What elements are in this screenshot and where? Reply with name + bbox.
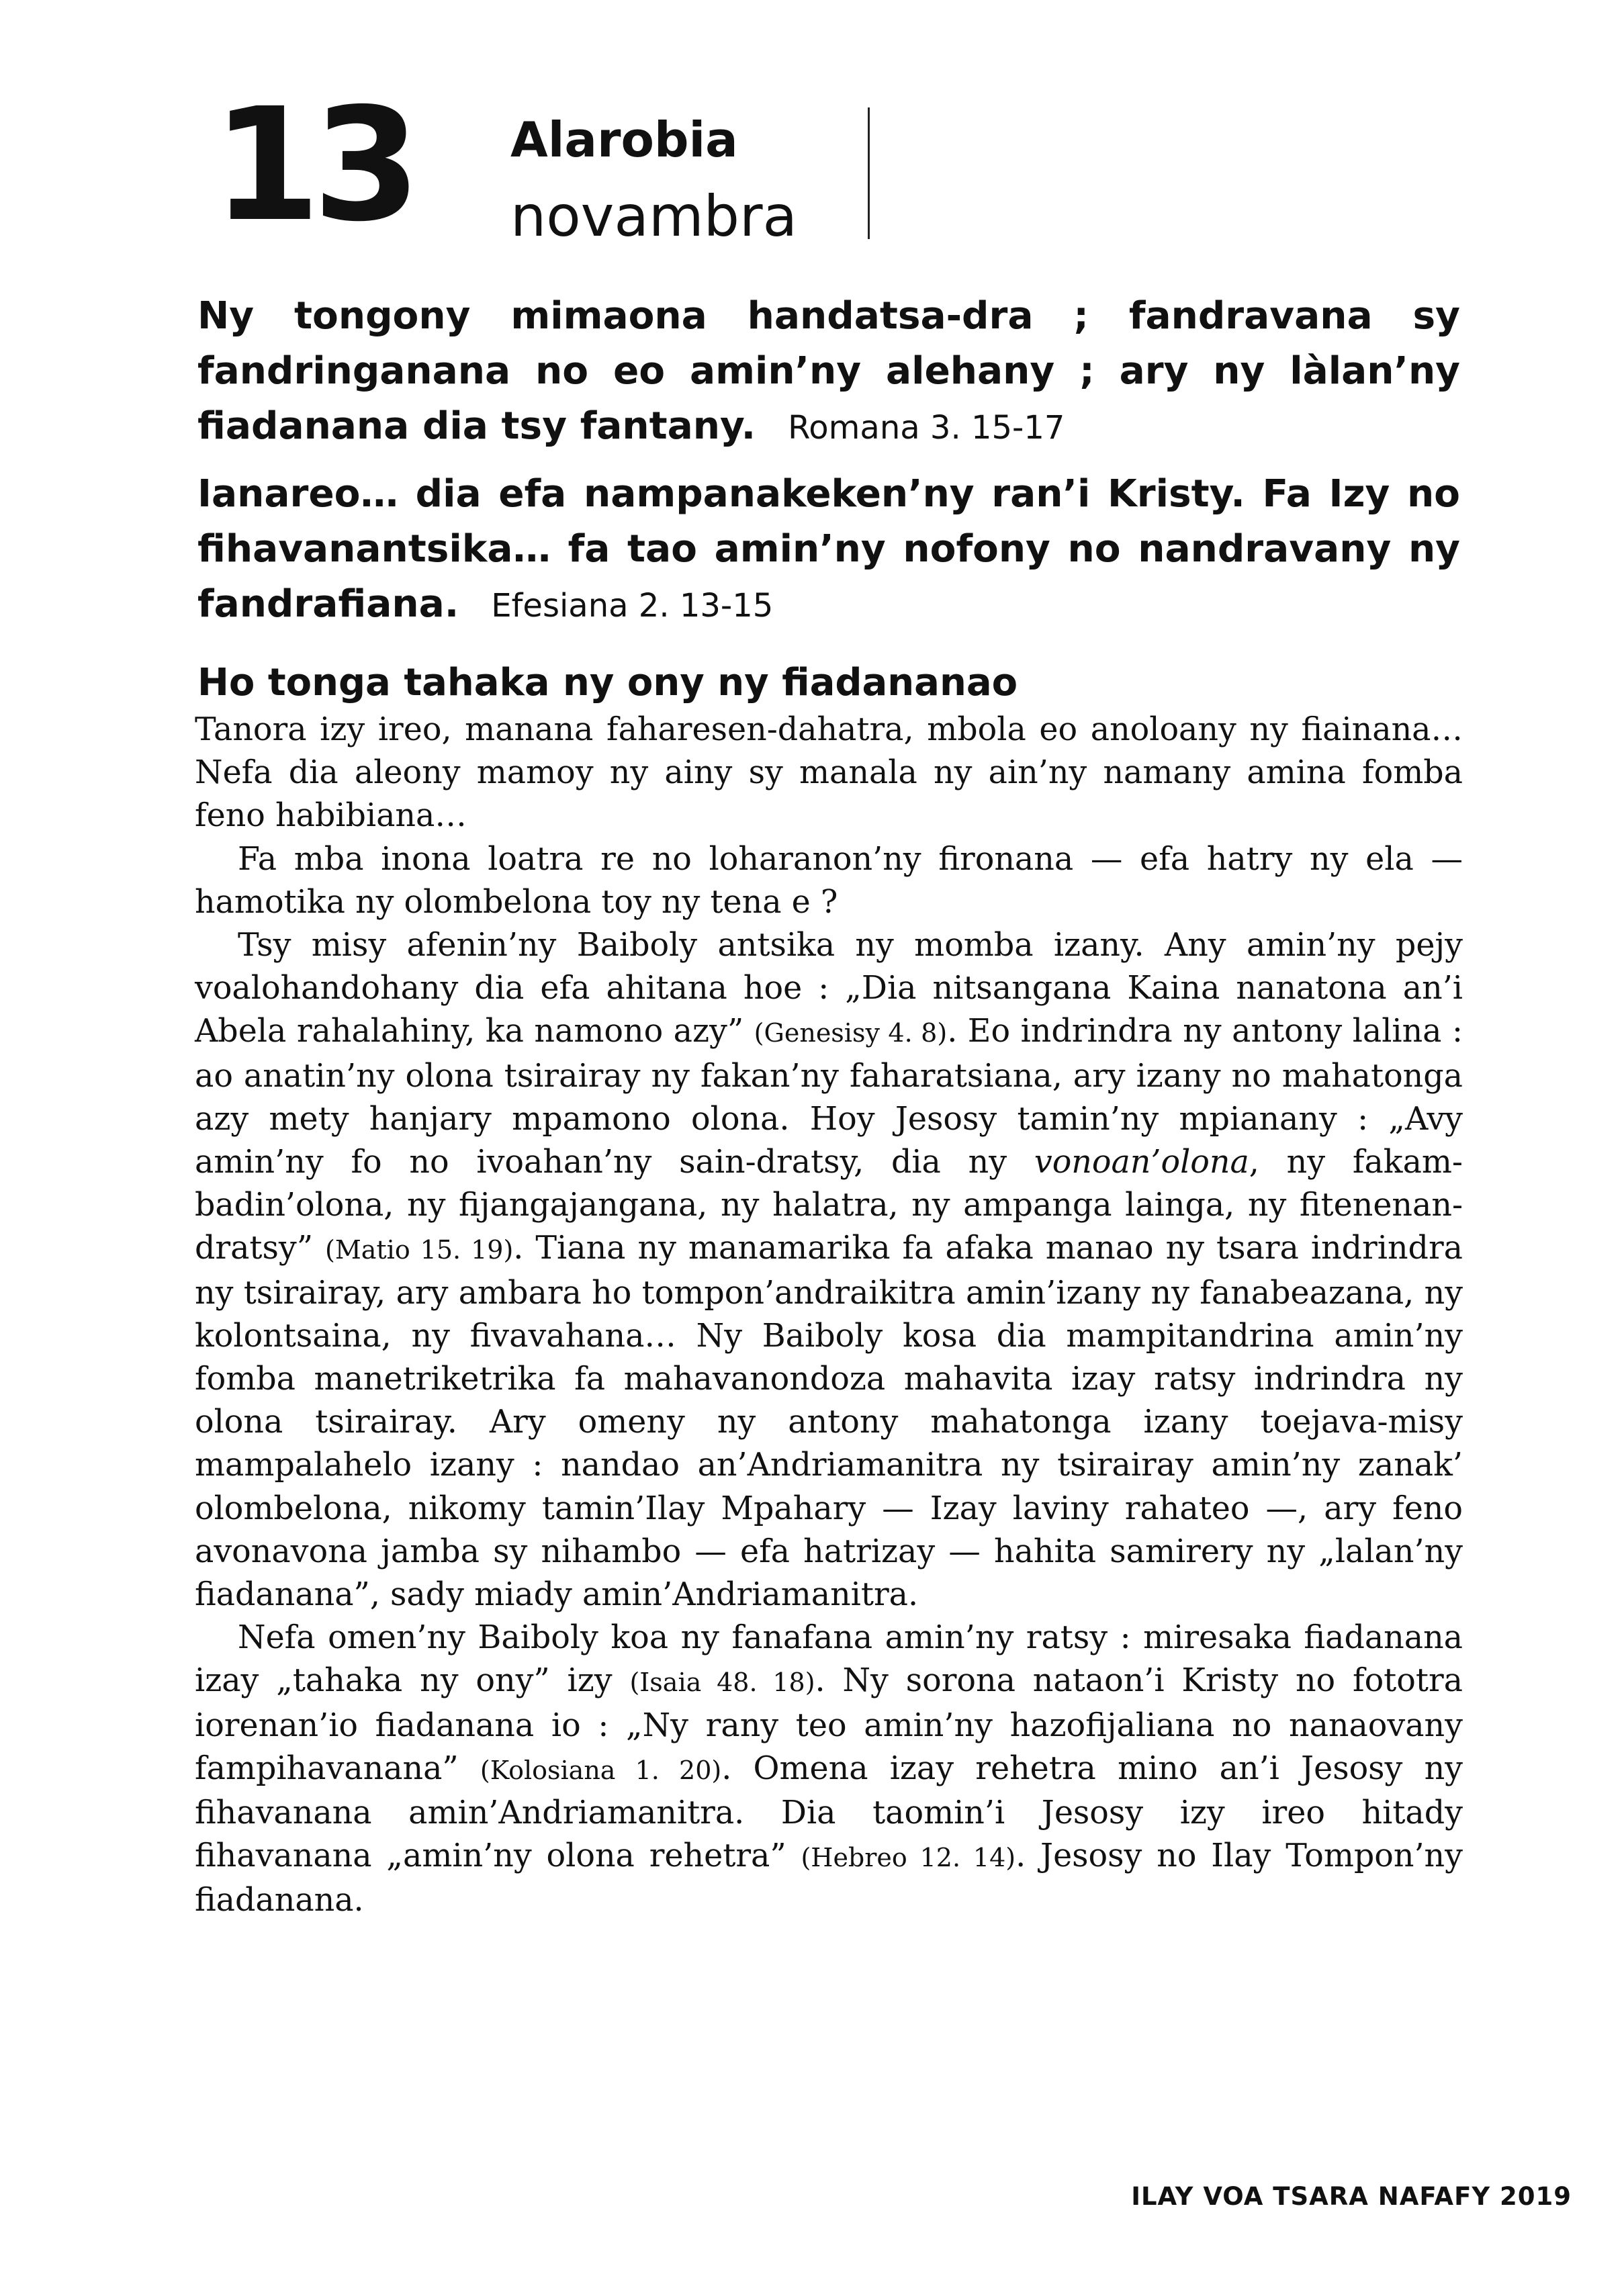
paragraph-3 <box>195 924 1463 1617</box>
verse-1 <box>197 289 1460 455</box>
footer-publication: ILAY VOA TSARA NAFAFY 2019 <box>1131 2182 1572 2211</box>
header-divider <box>868 107 870 239</box>
verse-2-text: Ianareo… dia efa nampanakeken’ny ran’i Kristy. Fa Izy no fihavanantsika… fa tao amin’ny nofony no nandravany ny fandrafiana. <box>197 472 1460 626</box>
citation-genesis: (Genesisy 4. 8) <box>754 1018 948 1048</box>
paragraph-4-part-a: Nefa omen’ny Baiboly koa ny fanafana amin’ny ratsy : miresaka fiadanana izay „tahaka ny ony” izy <box>195 1619 1463 1700</box>
citation-colossians: (Kolosiana 1. 20) <box>480 1755 722 1785</box>
verse-2-reference: Efesiana 2. 13-15 <box>491 587 774 625</box>
article-body <box>195 709 1463 1923</box>
citation-hebrews: (Hebreo 12. 14) <box>801 1843 1016 1873</box>
paragraph-4 <box>195 1617 1463 1922</box>
citation-matthew: (Matio 15. 19) <box>325 1235 514 1265</box>
paragraph-3-part-d: . Tiana ny manamarika fa afaka manao ny tsara indrindra ny tsirairay, ary ambara ho tompon’andraikitra amin’izany ny fanabeazana, ny kolontsaina, ny fivavahana… Ny Baiboly kosa dia mampitandrina amin’ny fomba manetriketrika fa mahavanondoza mahavita izay ratsy indrindra ny olona tsirairay. Ary omeny ny antony mahatonga izany toejava-misy mampalahelo izany : nandao an’Andriamanitra ny tsirairay amin’ny zanak’ olombelona, nikomy tamin’Ilay Mpahary — Izay laviny rahateo —, ary feno avonavona jamba sy nihambo — efa hatrizay — hahita samirery ny „lalan’ny fiadanana”, sady miady amin’Andriamanitra. <box>195 1230 1463 1614</box>
citation-isaiah: (Isaia 48. 18) <box>629 1668 815 1698</box>
paragraph-4-part-b: . Ny sorona nataon’i Kristy no fototra iorenan’io fiadanana io : „Ny rany teo amin’ny hazofijaliana no nanaovany fampihavanana” <box>195 1662 1463 1787</box>
verse-1-reference: Romana 3. 15-17 <box>788 409 1065 447</box>
paragraph-2: Fa mba inona loatra re no loharanon’ny fironana — efa hatry ny ela — hamotika ny olombelona toy ny tena e ? <box>195 840 1463 921</box>
verse-1-text: Ny tongony mimaona handatsa-dra ; fandravana sy fandringanana no eo amin’ny alehany ; ary ny làlan’ny fiadanana dia tsy fantany. <box>197 294 1460 448</box>
month: novambra <box>510 183 797 249</box>
paragraph-3-part-c: , ny fakam-badin’olona, ny fijangajangana, ny halatra, ny ampanga lainga, ny fitenenan-dratsy” <box>195 1144 1463 1267</box>
paragraph-1: Tanora izy ireo, manana faharesen-dahatra, mbola eo anoloany ny fiainana… Nefa dia aleony mamoy ny ainy sy manala ny ain’ny namany amina fomba feno habibiana… <box>195 711 1463 835</box>
italic-word: vonoan’olona <box>1034 1144 1249 1181</box>
paragraph-3-part-b: . Eo indrindra ny antony lalina : ao anatin’ny olona tsirairay ny fakan’ny faharatsiana, ary izany no mahatonga azy mety hanjary mpamono olona. Hoy Jesosy tamin’ny mpianany : „Avy amin’ny fo no ivoahan’ny sain-dratsy, dia ny <box>195 1013 1463 1181</box>
date-header <box>212 75 951 256</box>
paragraph-4-part-c: . Omena izay rehetra mino an’i Jesosy ny fihavanana amin’Andriamanitra. Dia taomin’i Jesosy izy ireo hitady fihavanana „amin’ny olona rehetra” <box>195 1749 1463 1875</box>
paragraph-4-part-d: . Jesosy no Ilay Tompon’ny fiadanana. <box>195 1837 1463 1919</box>
weekday: Alarobia <box>510 111 738 168</box>
article-title: Ho tonga tahaka ny ony ny fiadananao <box>197 661 1018 704</box>
paragraph-3-part-a: Tsy misy afenin’ny Baiboly antsika ny momba izany. Any amin’ny pejy voalohandohany dia efa ahitana hoe : „Dia nitsangana Kaina nanatona an’i Abela rahalahiny, ka namono azy” <box>195 927 1463 1050</box>
verse-2 <box>197 467 1460 633</box>
day-number: 13 <box>212 75 413 256</box>
